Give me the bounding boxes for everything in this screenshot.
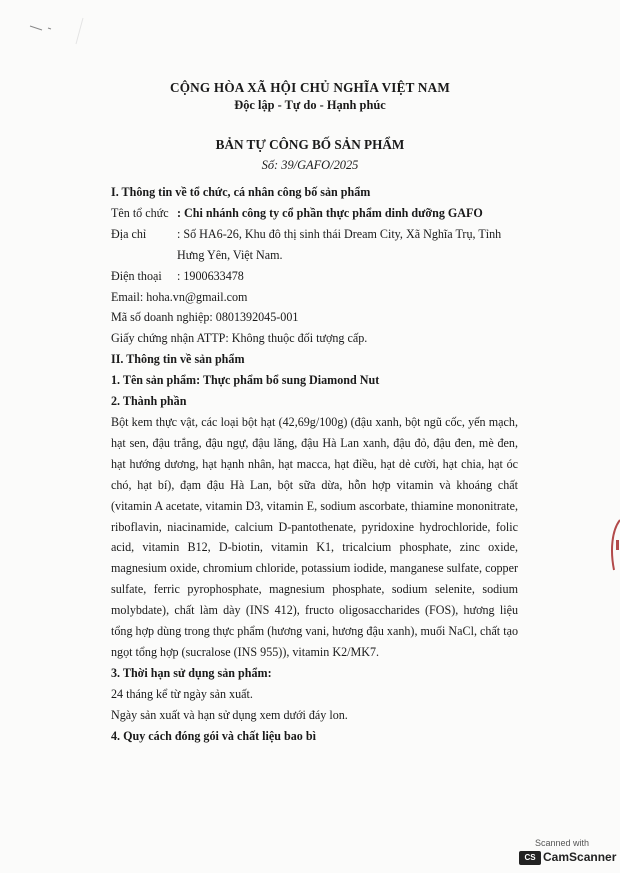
- document-number: Số: 39/GAFO/2025: [261, 158, 359, 172]
- packaging-heading: 4. Quy cách đóng gói và chất liệu bao bì: [111, 728, 316, 743]
- email-line: Email: hoha.vn@gmail.com: [111, 289, 248, 304]
- nation-heading: CỘNG HÒA XÃ HỘI CHỦ NGHĨA VIỆT NAM: [170, 80, 450, 95]
- phone-label: Điện thoại: [111, 268, 162, 283]
- camscanner-logo-icon: CS: [519, 851, 541, 865]
- address-value: : Số HA6-26, Khu đô thị sinh thái Dream City, Xã Nghĩa Trụ, Tỉnh Hưng Yên, Việt Nam.: [177, 226, 502, 262]
- ingredients-text: Bột kem thực vật, các loại bột hạt (42,69g/100g) (đậu xanh, bột ngũ cốc, yến mạch, hạt sen, đậu trắng, đậu ngự, đậu lăng, đậu Hà Lan xanh, đậu đỏ, đậu đen, mè đen, hạt hướng dương, hạt hạnh nhân, hạt macca, hạt điều, hạt dẻ cười, hạt chia, hạt óc chó, hạt bí), đạm đậu Hà Lan, bột sữa dừa, hỗn hợp vitamin và khoáng chất (vitamin A acetate, vitamin D3, vitamin E, sodium ascorbate, thiamine mononitrate, riboflavin, niacinamide, calcium D-pantothenate, pyridoxine hydrochloride, folic acid, vitamin B12, D-biotin, vitamin K1, tricalcium phosphate, zinc oxide, magnesium oxide, chromium chloride, potassium iodide, manganese sulfate, copper sulfate, ferric pyrophosphate, magnesium phosphate, sodium selenite, sodium molybdate), chất làm dày (INS 412), fructo oligosaccharides (FOS), hương liệu tổng hợp dùng trong thực phẩm (hương vani, hương đậu xanh), muối NaCl, chất tạo ngọt tổng hợp (sucralose (INS 955)), vitamin K2/MK7.: [111, 414, 518, 659]
- business-code-line: Mã số doanh nghiệp: 0801392045-001: [111, 310, 299, 325]
- product-name: 1. Tên sản phẩm: Thực phẩm bổ sung Diamond Nut: [111, 373, 380, 388]
- address-label: Địa chỉ: [111, 226, 147, 241]
- motto: Độc lập - Tự do - Hạnh phúc: [234, 98, 386, 112]
- stamp-edge: [590, 500, 620, 720]
- org-value: : Chi nhánh công ty cổ phần thực phẩm dinh dưỡng GAFO: [177, 205, 483, 220]
- scan-mark: [28, 16, 88, 46]
- ingredients-heading: 2. Thành phần: [111, 394, 187, 409]
- phone-value: : 1900633478: [177, 268, 244, 283]
- address-row: [111, 224, 518, 266]
- org-label: Tên tổ chức: [111, 205, 169, 220]
- date-note: Ngày sản xuất và hạn sử dụng xem dưới đáy lon.: [111, 707, 348, 722]
- shelf-life-text: 24 tháng kể từ ngày sản xuất.: [111, 686, 253, 701]
- watermark-caption: Scanned with: [535, 838, 590, 848]
- shelf-life-heading: 3. Thời hạn sử dụng sản phẩm:: [111, 665, 272, 680]
- document-body: [111, 182, 518, 746]
- phone-row: [111, 266, 518, 287]
- section-2-heading: II. Thông tin về sản phẩm: [111, 352, 245, 367]
- org-row: [111, 203, 518, 224]
- certificate-line: Giấy chứng nhận ATTP: Không thuộc đối tượng cấp.: [111, 331, 368, 346]
- section-1-heading: I. Thông tin về tổ chức, cá nhân công bố sản phẩm: [111, 185, 371, 199]
- document-title: BẢN TỰ CÔNG BỐ SẢN PHẨM: [215, 137, 405, 152]
- camscanner-watermark: [519, 838, 617, 868]
- watermark-brand: CamScanner: [543, 850, 617, 864]
